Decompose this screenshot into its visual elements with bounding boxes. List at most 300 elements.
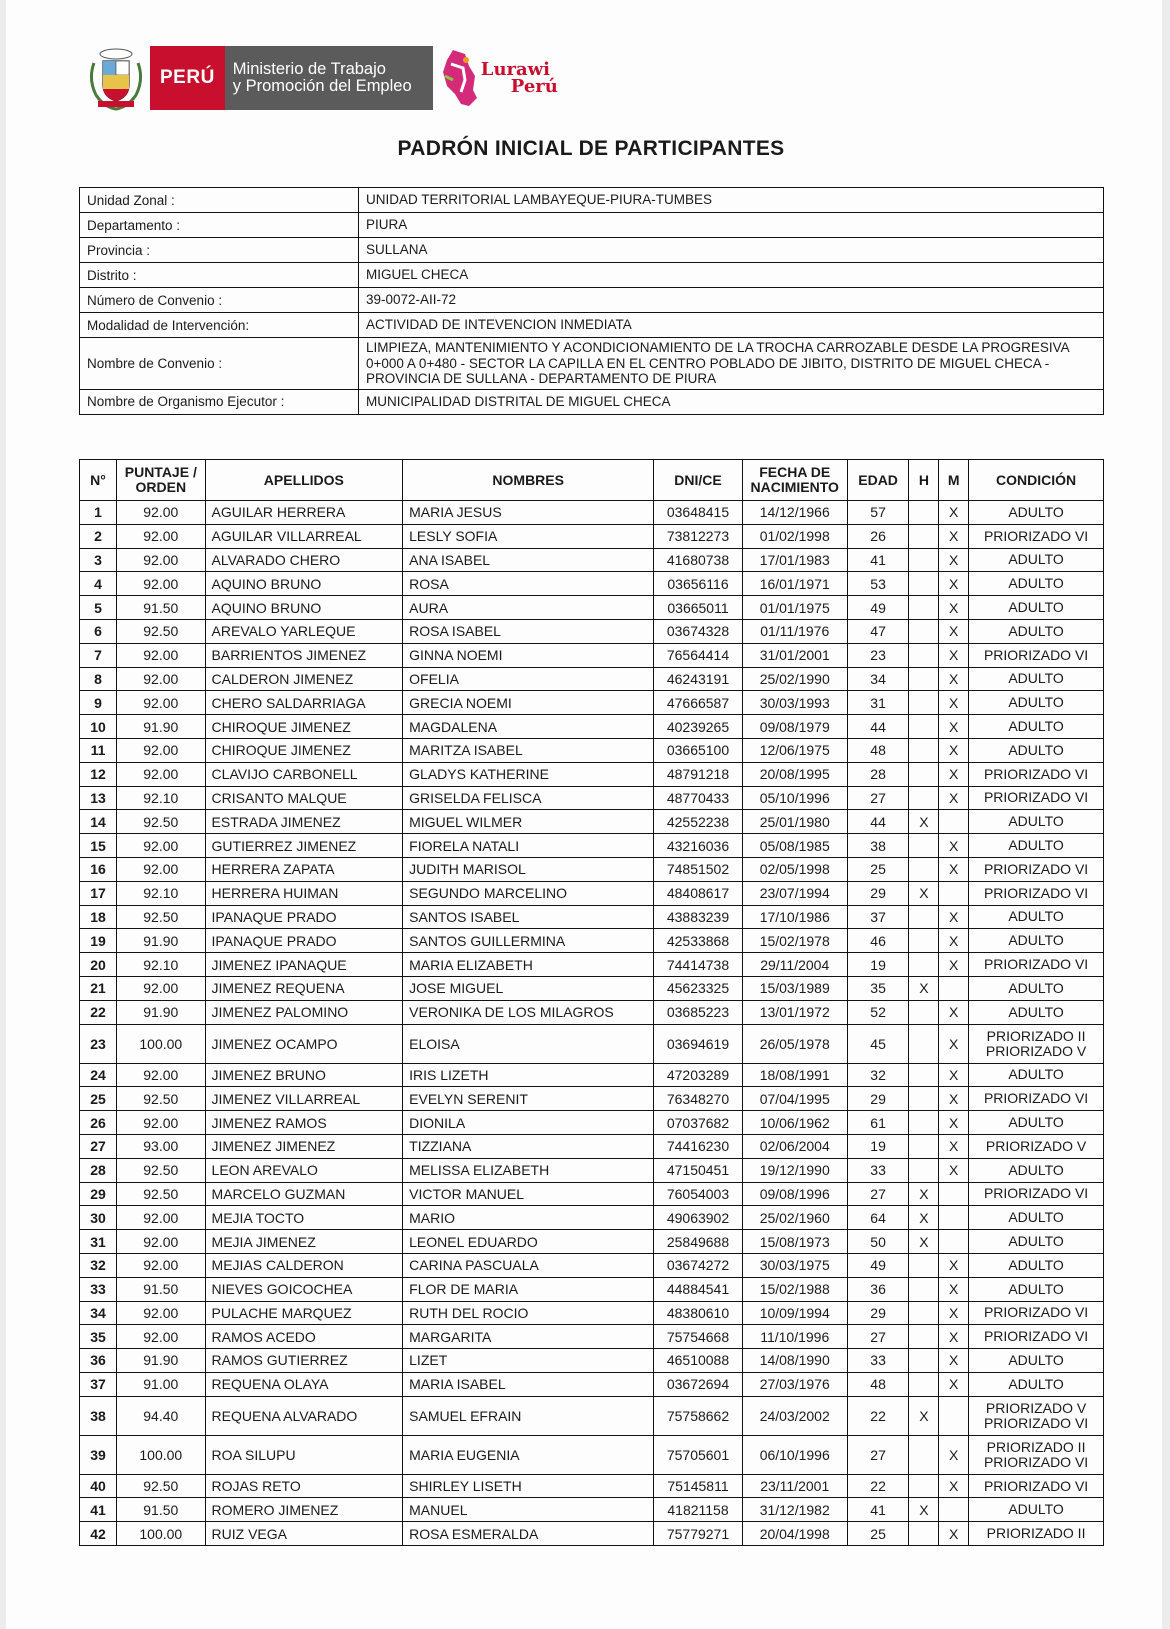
age-cell: 29 [847, 1301, 909, 1325]
age-cell: 50 [847, 1230, 909, 1254]
birth-date-cell: 10/09/1994 [742, 1301, 847, 1325]
condition-cell [969, 857, 1104, 881]
page-title: PADRÓN INICIAL DE PARTICIPANTES [397, 137, 785, 160]
age-cell: 27 [847, 786, 909, 810]
row-number: 4 [80, 572, 117, 596]
row-number: 9 [80, 691, 117, 715]
condition-line: ADULTO [1008, 837, 1064, 854]
dni-cell: 76348270 [654, 1087, 743, 1111]
names-cell: SANTOS ISABEL [403, 905, 654, 929]
names-cell: FLOR DE MARIA [403, 1277, 654, 1301]
male-mark-cell: X [909, 976, 939, 1000]
condition-line: PRIORIZADO II [986, 1525, 1086, 1542]
row-number: 18 [80, 905, 117, 929]
table-row [80, 1182, 1104, 1206]
age-cell: 49 [847, 1253, 909, 1277]
birth-date-cell: 25/02/1990 [742, 667, 847, 691]
col-header-surnames: APELLIDOS [205, 460, 403, 501]
condition-line: PRIORIZADO V [985, 1042, 1087, 1059]
peru-brand: PERÚ [150, 46, 225, 110]
condition-line: ADULTO [1008, 718, 1064, 735]
surnames-cell: ROMERO JIMENEZ [205, 1498, 403, 1522]
female-mark-cell [939, 1396, 969, 1435]
surnames-cell: RAMOS ACEDO [205, 1325, 403, 1349]
row-number: 22 [80, 1000, 117, 1024]
condition-line: PRIORIZADO VI [983, 789, 1089, 806]
score-cell: 94.40 [117, 1396, 206, 1435]
row-number: 37 [80, 1372, 117, 1396]
names-cell: SEGUNDO MARCELINO [403, 881, 654, 905]
surnames-cell: JIMENEZ RAMOS [205, 1111, 403, 1135]
age-cell: 35 [847, 976, 909, 1000]
names-cell: AURA [403, 596, 654, 620]
age-cell: 38 [847, 834, 909, 858]
birth-date-cell: 11/10/1996 [742, 1325, 847, 1349]
table-row [80, 1349, 1104, 1373]
names-cell: JOSE MIGUEL [403, 976, 654, 1000]
condition-line: PRIORIZADO VI [983, 1477, 1089, 1494]
names-cell: ROSA ISABEL [403, 619, 654, 643]
names-cell: OFELIA [403, 667, 654, 691]
table-row [80, 1000, 1104, 1024]
condition-line: ADULTO [1008, 1280, 1064, 1297]
birth-date-cell: 15/08/1973 [742, 1230, 847, 1254]
table-row [80, 596, 1104, 620]
ministry-name [225, 46, 433, 110]
surnames-cell: HERRERA HUIMAN [205, 881, 403, 905]
condition-cell [969, 1522, 1104, 1546]
condition-line: PRIORIZADO VI [983, 1185, 1089, 1202]
ministry-line-2: y Promoción del Empleo [232, 77, 412, 95]
score-cell: 92.10 [117, 881, 206, 905]
condition-cell [969, 1372, 1104, 1396]
female-mark-cell: X [939, 715, 969, 739]
names-cell: DIONILA [403, 1111, 654, 1135]
male-mark-cell [909, 905, 939, 929]
female-mark-cell: X [939, 1158, 969, 1182]
birth-date-cell: 12/06/1975 [742, 738, 847, 762]
birth-date-cell: 20/08/1995 [742, 762, 847, 786]
male-mark-cell [909, 548, 939, 572]
dni-cell: 03685223 [654, 1000, 743, 1024]
age-cell: 36 [847, 1277, 909, 1301]
col-header-score: PUNTAJE / ORDEN [117, 460, 206, 501]
surnames-cell: AREVALO YARLEQUE [205, 619, 403, 643]
dni-cell: 42533868 [654, 929, 743, 953]
row-number: 12 [80, 762, 117, 786]
birth-date-cell: 23/11/2001 [742, 1474, 847, 1498]
row-number: 14 [80, 810, 117, 834]
birth-date-cell: 02/05/1998 [742, 857, 847, 881]
condition-cell [969, 1301, 1104, 1325]
names-cell: MARITZA ISABEL [403, 738, 654, 762]
male-mark-cell [909, 691, 939, 715]
dni-cell: 75705601 [654, 1435, 743, 1474]
score-cell: 92.00 [117, 1301, 206, 1325]
table-row [80, 1063, 1104, 1087]
score-cell: 92.50 [117, 1474, 206, 1498]
row-number: 5 [80, 596, 117, 620]
score-cell: 92.00 [117, 1206, 206, 1230]
score-cell: 92.00 [117, 857, 206, 881]
row-number: 36 [80, 1349, 117, 1373]
birth-date-cell: 31/01/2001 [742, 643, 847, 667]
birth-date-cell: 25/01/1980 [742, 810, 847, 834]
condition-line: ADULTO [1008, 575, 1064, 592]
names-cell: GINNA NOEMI [403, 643, 654, 667]
dni-cell: 75779271 [654, 1522, 743, 1546]
surnames-cell: AGUILAR VILLARREAL [205, 524, 403, 548]
condition-cell [969, 548, 1104, 572]
birth-date-cell: 13/01/1972 [742, 1000, 847, 1024]
row-number: 35 [80, 1325, 117, 1349]
score-cell: 91.50 [117, 1498, 206, 1522]
dni-cell: 75145811 [654, 1474, 743, 1498]
condition-cell [969, 1087, 1104, 1111]
condition-line: ADULTO [1008, 622, 1064, 639]
surnames-cell: MEJIA TOCTO [205, 1206, 403, 1230]
condition-cell [969, 619, 1104, 643]
condition-line: PRIORIZADO II [986, 1438, 1086, 1455]
surnames-cell: REQUENA OLAYA [205, 1372, 403, 1396]
male-mark-cell [909, 524, 939, 548]
surnames-cell: AGUILAR HERRERA [205, 501, 403, 525]
surnames-cell: PULACHE MARQUEZ [205, 1301, 403, 1325]
birth-date-cell: 09/08/1979 [742, 715, 847, 739]
age-cell: 52 [847, 1000, 909, 1024]
condition-line: ADULTO [1008, 1375, 1064, 1392]
names-cell: LIZET [403, 1349, 654, 1373]
names-cell: SHIRLEY LISETH [403, 1474, 654, 1498]
condition-cell [969, 929, 1104, 953]
row-number: 2 [80, 524, 117, 548]
age-cell: 29 [847, 881, 909, 905]
dni-cell: 42552238 [654, 810, 743, 834]
col-header-dni: DNI/CE [654, 460, 743, 501]
birth-date-cell: 30/03/1975 [742, 1253, 847, 1277]
male-mark-cell [909, 1435, 939, 1474]
female-mark-cell: X [939, 1253, 969, 1277]
surnames-cell: ESTRADA JIMENEZ [205, 810, 403, 834]
male-mark-cell [909, 1301, 939, 1325]
male-mark-cell [909, 1111, 939, 1135]
surnames-cell: CRISANTO MALQUE [205, 786, 403, 810]
table-row [80, 1301, 1104, 1325]
birth-date-cell: 01/01/1975 [742, 596, 847, 620]
condition-line: ADULTO [1008, 908, 1064, 925]
surnames-cell: JIMENEZ BRUNO [205, 1063, 403, 1087]
condition-cell [969, 1230, 1104, 1254]
condition-cell [969, 1134, 1104, 1158]
condition-line: ADULTO [1008, 1501, 1064, 1518]
table-row [80, 1325, 1104, 1349]
surnames-cell: NIEVES GOICOCHEA [205, 1277, 403, 1301]
female-mark-cell: X [939, 1024, 969, 1063]
age-cell: 34 [847, 667, 909, 691]
birth-date-cell: 05/08/1985 [742, 834, 847, 858]
condition-line: PRIORIZADO V [985, 1137, 1087, 1154]
condition-cell [969, 667, 1104, 691]
dni-cell: 46510088 [654, 1349, 743, 1373]
score-cell: 92.50 [117, 810, 206, 834]
birth-date-cell: 14/08/1990 [742, 1349, 847, 1373]
birth-date-cell: 01/11/1976 [742, 619, 847, 643]
surnames-cell: AQUINO BRUNO [205, 596, 403, 620]
score-cell: 92.10 [117, 786, 206, 810]
names-cell: LESLY SOFIA [403, 524, 654, 548]
info-row [80, 238, 1104, 263]
score-cell: 92.10 [117, 953, 206, 977]
row-number: 11 [80, 738, 117, 762]
score-cell: 92.50 [117, 619, 206, 643]
table-row [80, 643, 1104, 667]
info-value: MIGUEL CHECA [359, 263, 1104, 288]
dni-cell: 75754668 [654, 1325, 743, 1349]
dni-cell: 75758662 [654, 1396, 743, 1435]
names-cell: VERONIKA DE LOS MILAGROS [403, 1000, 654, 1024]
info-label: Nombre de Organismo Ejecutor : [80, 389, 359, 414]
names-cell: GRECIA NOEMI [403, 691, 654, 715]
age-cell: 44 [847, 715, 909, 739]
row-number: 26 [80, 1111, 117, 1135]
surnames-cell: JIMENEZ VILLARREAL [205, 1087, 403, 1111]
table-row [80, 501, 1104, 525]
names-cell: JUDITH MARISOL [403, 857, 654, 881]
condition-line: PRIORIZADO VI [983, 1090, 1089, 1107]
score-cell: 92.00 [117, 548, 206, 572]
score-cell: 92.00 [117, 1111, 206, 1135]
score-cell: 100.00 [117, 1435, 206, 1474]
dni-cell: 73812273 [654, 524, 743, 548]
condition-line: PRIORIZADO VI [983, 1328, 1089, 1345]
info-value: SULLANA [359, 238, 1104, 263]
condition-line: ADULTO [1008, 813, 1064, 830]
names-cell: ROSA [403, 572, 654, 596]
ministry-logo [150, 46, 433, 110]
birth-date-cell: 09/08/1996 [742, 1182, 847, 1206]
names-cell: IRIS LIZETH [403, 1063, 654, 1087]
row-number: 33 [80, 1277, 117, 1301]
table-row [80, 953, 1104, 977]
condition-line: PRIORIZADO VI [983, 1453, 1089, 1470]
female-mark-cell [939, 1182, 969, 1206]
col-header-h: H [909, 460, 939, 501]
age-cell: 64 [847, 1206, 909, 1230]
condition-line: PRIORIZADO VI [983, 1304, 1089, 1321]
female-mark-cell [939, 1498, 969, 1522]
birth-date-cell: 26/05/1978 [742, 1024, 847, 1063]
condition-cell [969, 572, 1104, 596]
female-mark-cell: X [939, 1325, 969, 1349]
dni-cell: 25849688 [654, 1230, 743, 1254]
table-row [80, 834, 1104, 858]
row-number: 17 [80, 881, 117, 905]
row-number: 32 [80, 1253, 117, 1277]
row-number: 6 [80, 619, 117, 643]
score-cell: 92.00 [117, 572, 206, 596]
condition-cell [969, 1111, 1104, 1135]
age-cell: 41 [847, 1498, 909, 1522]
table-row [80, 691, 1104, 715]
score-cell: 92.50 [117, 905, 206, 929]
col-header-names: NOMBRES [403, 460, 654, 501]
surnames-cell: JIMENEZ PALOMINO [205, 1000, 403, 1024]
table-row [80, 1230, 1104, 1254]
table-row [80, 905, 1104, 929]
dni-cell: 41680738 [654, 548, 743, 572]
male-mark-cell [909, 1349, 939, 1373]
female-mark-cell: X [939, 857, 969, 881]
surnames-cell: REQUENA ALVARADO [205, 1396, 403, 1435]
surnames-cell: LEON AREVALO [205, 1158, 403, 1182]
table-row [80, 1522, 1104, 1546]
condition-line: ADULTO [1008, 1114, 1064, 1131]
surnames-cell: CHERO SALDARRIAGA [205, 691, 403, 715]
female-mark-cell: X [939, 619, 969, 643]
lurawi-line-2: Perú [510, 76, 558, 97]
row-number: 23 [80, 1024, 117, 1063]
female-mark-cell: X [939, 1063, 969, 1087]
male-mark-cell [909, 1087, 939, 1111]
age-cell: 48 [847, 738, 909, 762]
condition-line: ADULTO [1008, 599, 1064, 616]
info-value: PIURA [359, 213, 1104, 238]
dni-cell: 76564414 [654, 643, 743, 667]
score-cell: 91.50 [117, 596, 206, 620]
table-row [80, 715, 1104, 739]
male-mark-cell [909, 1158, 939, 1182]
surnames-cell: CHIROQUE JIMENEZ [205, 715, 403, 739]
table-row [80, 1396, 1104, 1435]
condition-line: ADULTO [1008, 1233, 1064, 1249]
condition-cell [969, 1158, 1104, 1182]
birth-date-cell: 01/02/1998 [742, 524, 847, 548]
table-row [80, 1158, 1104, 1182]
row-number: 42 [80, 1522, 117, 1546]
condition-cell [969, 1396, 1104, 1435]
dni-cell: 46243191 [654, 667, 743, 691]
dni-cell: 03694619 [654, 1024, 743, 1063]
male-mark-cell [909, 667, 939, 691]
dni-cell: 43883239 [654, 905, 743, 929]
info-label: Distrito : [80, 263, 359, 288]
condition-cell [969, 810, 1104, 834]
score-cell: 93.00 [117, 1134, 206, 1158]
female-mark-cell: X [939, 1000, 969, 1024]
female-mark-cell: X [939, 524, 969, 548]
age-cell: 26 [847, 524, 909, 548]
table-row [80, 1206, 1104, 1230]
lurawi-wordmark [481, 61, 558, 95]
male-mark-cell [909, 857, 939, 881]
info-row [80, 288, 1104, 313]
table-row [80, 524, 1104, 548]
names-cell: MARIA JESUS [403, 501, 654, 525]
birth-date-cell: 02/06/2004 [742, 1134, 847, 1158]
birth-date-cell: 23/07/1994 [742, 881, 847, 905]
names-cell: MANUEL [403, 1498, 654, 1522]
male-mark-cell [909, 953, 939, 977]
names-cell: TIZZIANA [403, 1134, 654, 1158]
condition-line: PRIORIZADO II [986, 1027, 1086, 1044]
score-cell: 92.00 [117, 691, 206, 715]
condition-cell [969, 905, 1104, 929]
condition-line: ADULTO [1008, 1256, 1064, 1273]
dni-cell: 03672694 [654, 1372, 743, 1396]
info-value: LIMPIEZA, MANTENIMIENTO Y ACONDICIONAMIENTO DE LA TROCHA CARROZABLE DESDE LA PROGRESIVA 0+000 A 0+480 - SECTOR LA CAPILLA EN EL CENTRO POBLADO DE JIBITO, DISTRITO DE MIGUEL CHECA - PROVINCIA DE SULLANA - DEPARTAMENTO DE PIURA [359, 338, 1104, 390]
male-mark-cell: X [909, 1182, 939, 1206]
male-mark-cell [909, 1372, 939, 1396]
info-row [80, 188, 1104, 213]
age-cell: 27 [847, 1325, 909, 1349]
table-row [80, 1474, 1104, 1498]
condition-line: ADULTO [1008, 1161, 1064, 1178]
age-cell: 57 [847, 501, 909, 525]
info-value: ACTIVIDAD DE INTEVENCION INMEDIATA [359, 313, 1104, 338]
score-cell: 91.90 [117, 1000, 206, 1024]
names-cell: FIORELA NATALI [403, 834, 654, 858]
age-cell: 33 [847, 1349, 909, 1373]
age-cell: 28 [847, 762, 909, 786]
table-row [80, 1277, 1104, 1301]
document-page [6, 0, 1162, 1629]
condition-cell [969, 1435, 1104, 1474]
lurawi-logo [439, 46, 558, 110]
table-header-row [80, 460, 1104, 501]
condition-line: PRIORIZADO VI [983, 646, 1089, 663]
score-cell: 92.50 [117, 1182, 206, 1206]
female-mark-cell: X [939, 1435, 969, 1474]
age-cell: 48 [847, 1372, 909, 1396]
male-mark-cell [909, 1024, 939, 1063]
info-label: Número de Convenio : [80, 288, 359, 313]
condition-cell [969, 881, 1104, 905]
dni-cell: 03665011 [654, 596, 743, 620]
condition-line: PRIORIZADO VI [983, 527, 1089, 544]
female-mark-cell: X [939, 572, 969, 596]
names-cell: ELOISA [403, 1024, 654, 1063]
male-mark-cell [909, 1000, 939, 1024]
score-cell: 92.00 [117, 976, 206, 1000]
female-mark-cell: X [939, 501, 969, 525]
col-header-m: M [939, 460, 969, 501]
condition-cell [969, 976, 1104, 1000]
info-value: UNIDAD TERRITORIAL LAMBAYEQUE-PIURA-TUMBES [359, 188, 1104, 213]
surnames-cell: JIMENEZ IPANAQUE [205, 953, 403, 977]
condition-cell [969, 1277, 1104, 1301]
names-cell: MELISSA ELIZABETH [403, 1158, 654, 1182]
surnames-cell: IPANAQUE PRADO [205, 905, 403, 929]
score-cell: 92.00 [117, 1230, 206, 1254]
dni-cell: 74851502 [654, 857, 743, 881]
score-cell: 92.00 [117, 524, 206, 548]
row-number: 1 [80, 501, 117, 525]
row-number: 19 [80, 929, 117, 953]
names-cell: GLADYS KATHERINE [403, 762, 654, 786]
age-cell: 45 [847, 1024, 909, 1063]
age-cell: 32 [847, 1063, 909, 1087]
header-logos [86, 44, 558, 112]
age-cell: 49 [847, 596, 909, 620]
table-row [80, 857, 1104, 881]
male-mark-cell: X [909, 881, 939, 905]
male-mark-cell [909, 715, 939, 739]
row-number: 30 [80, 1206, 117, 1230]
row-number: 39 [80, 1435, 117, 1474]
col-header-age: EDAD [847, 460, 909, 501]
surnames-cell: HERRERA ZAPATA [205, 857, 403, 881]
age-cell: 22 [847, 1474, 909, 1498]
